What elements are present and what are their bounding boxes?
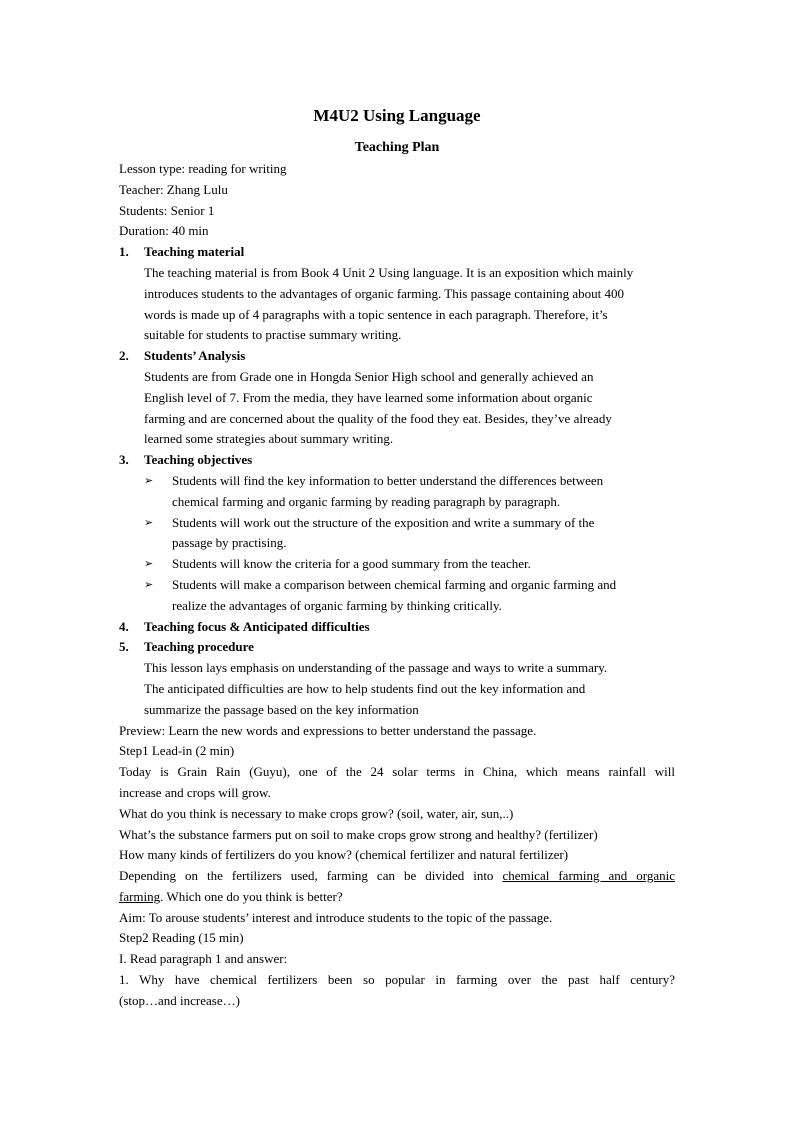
section-title: Teaching objectives — [144, 452, 253, 468]
preview-line: Preview: Learn the new words and expressions to better understand the passage. — [119, 722, 537, 738]
section-title: Teaching procedure — [144, 639, 254, 655]
section-title: Teaching material — [144, 244, 245, 260]
lesson-type: Lesson type: reading for writing — [119, 161, 287, 176]
text-line: increase and crops will grow. — [119, 784, 271, 800]
text-line-justified: Today is Grain Rain (Guyu), one of the 24 solar terms in China, which means rainfall will — [119, 764, 675, 780]
underlined-text: farming — [119, 888, 161, 904]
bullet-continuation: chemical farming and organic farming by reading paragraph by paragraph. — [172, 493, 561, 509]
text-line: This lesson lays emphasis on understanding of the passage and ways to write a summary. — [144, 660, 608, 676]
question-line: How many kinds of fertilizers do you know? (chemical fertilizer and natural fertilizer) — [119, 847, 569, 863]
question-line: What’s the substance farmers put on soil to make crops grow strong and healthy? (fertilizer) — [119, 826, 598, 842]
step-heading: Step1 Lead-in (2 min) — [119, 743, 235, 759]
section-number: 4. — [119, 618, 129, 634]
duration: Duration: 40 min — [119, 223, 209, 239]
underlined-text: chemical farming and organic — [502, 868, 676, 884]
bullet-item — [119, 471, 675, 492]
text-line: learned some strategies about summary writing. — [144, 431, 394, 447]
text-span: Depending on the fertilizers used, farming can be divided into — [119, 868, 503, 884]
text-line: farming and are concerned about the quality of the food they eat. Besides, they’ve already — [144, 410, 612, 426]
bullet-text: Students will find the key information to better understand the differences between — [172, 472, 604, 488]
bullet-text: Students will know the criteria for a good summary from the teacher. — [172, 556, 531, 572]
text-line: (stop…and increase…) — [119, 992, 240, 1008]
section-number: 2. — [119, 348, 129, 364]
section-heading — [119, 346, 675, 367]
text-line: English level of 7. From the media, they have learned some information about organic — [144, 389, 593, 405]
arrow-bullet-icon: ➢ — [144, 516, 154, 529]
section-title: Students’ Analysis — [144, 348, 246, 364]
section-number: 5. — [119, 639, 129, 655]
bullet-item — [119, 575, 675, 596]
bullet-continuation: passage by practising. — [172, 535, 287, 551]
document-title: M4U2 Using Language — [313, 106, 481, 125]
arrow-bullet-icon: ➢ — [144, 578, 154, 591]
text-line: summarize the passage based on the key information — [144, 701, 419, 717]
text-line: Students are from Grade one in Hongda Senior High school and generally achieved an — [144, 368, 594, 384]
bullet-continuation: realize the advantages of organic farming by thinking critically. — [172, 597, 502, 613]
bullet-item — [119, 554, 675, 575]
text-span: . Which one do you think is better? — [160, 888, 343, 904]
step-heading: Step2 Reading (15 min) — [119, 930, 244, 946]
students: Students: Senior 1 — [119, 202, 215, 218]
text-line: I. Read paragraph 1 and answer: — [119, 951, 288, 967]
text-line: introduces students to the advantages of organic farming. This passage containing about 400 — [144, 285, 625, 301]
section-heading — [119, 617, 675, 638]
section-heading — [119, 637, 675, 658]
bullet-text: Students will work out the structure of the exposition and write a summary of the — [172, 514, 595, 530]
section-number: 3. — [119, 452, 129, 468]
bullet-item — [119, 513, 675, 534]
text-line: The teaching material is from Book 4 Unit 2 Using language. It is an exposition which mainly — [144, 264, 634, 280]
text-line — [119, 887, 675, 908]
text-line: suitable for students to practise summary writing. — [144, 327, 402, 343]
section-heading — [119, 242, 675, 263]
text-line-justified: 1. Why have chemical fertilizers been so popular in farming over the past half century? — [119, 972, 675, 988]
document-subtitle: Teaching Plan — [354, 140, 440, 155]
text-line: The anticipated difficulties are how to help students find out the key information and — [144, 680, 586, 696]
text-line: words is made up of 4 paragraphs with a topic sentence in each paragraph. Therefore, it’s — [144, 306, 608, 322]
section-number: 1. — [119, 244, 129, 260]
arrow-bullet-icon: ➢ — [144, 474, 154, 487]
bullet-text: Students will make a comparison between chemical farming and organic farming and — [172, 576, 617, 592]
section-title: Teaching focus & Anticipated difficulties — [144, 618, 370, 634]
text-line-justified — [119, 866, 675, 887]
teacher: Teacher: Zhang Lulu — [119, 181, 228, 197]
document-body — [119, 159, 675, 1012]
section-heading — [119, 450, 675, 471]
question-line: What do you think is necessary to make crops grow? (soil, water, air, sun,..) — [119, 805, 514, 821]
arrow-bullet-icon: ➢ — [144, 558, 154, 571]
aim-line: Aim: To arouse students’ interest and introduce students to the topic of the passage. — [119, 909, 553, 925]
